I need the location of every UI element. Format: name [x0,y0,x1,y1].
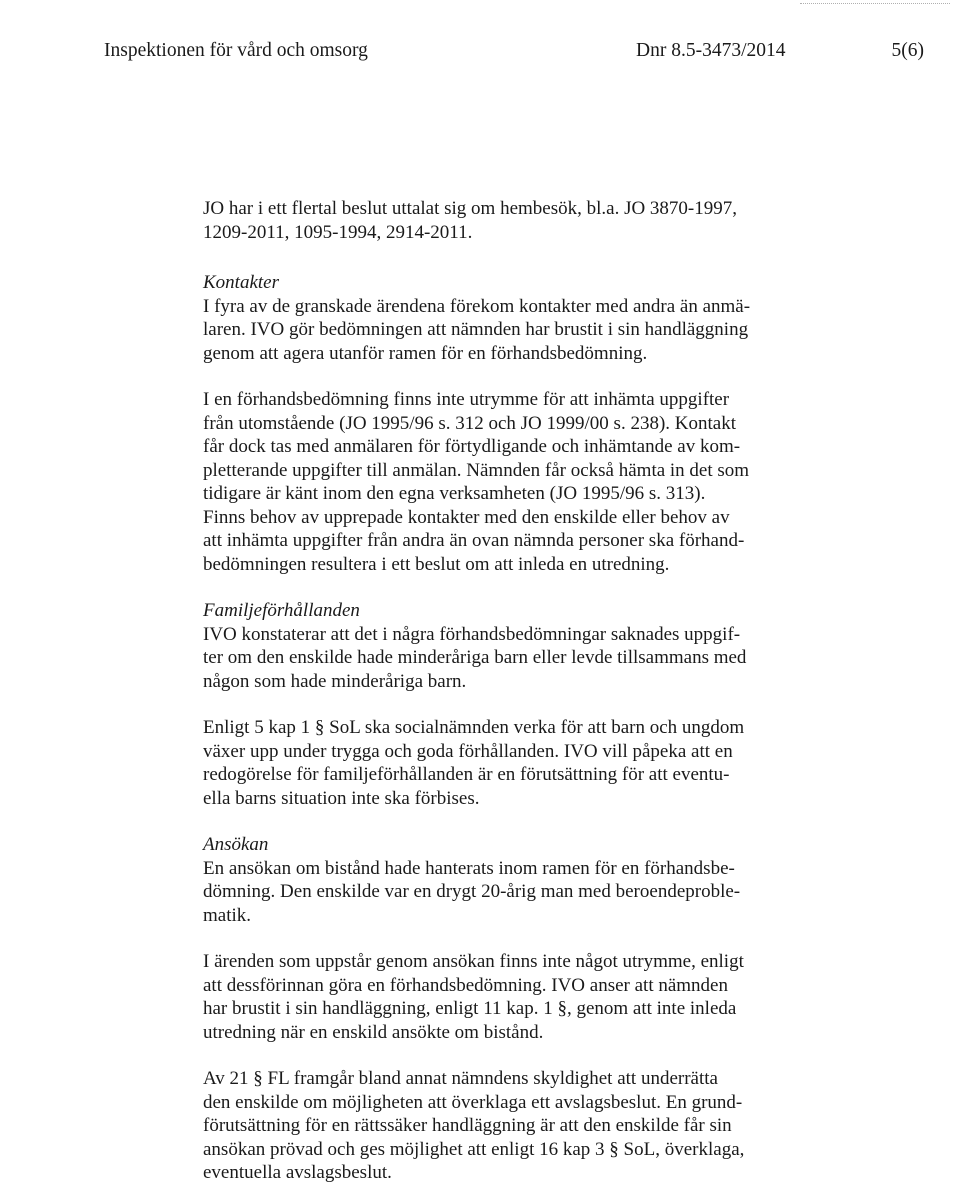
text-line: från utomstående (JO 1995/96 s. 312 och JO 1999/00 s. 238). Kontakt [203,412,736,434]
text-line: redogörelse för familjeförhållanden är en förutsättning för att eventu- [203,764,730,785]
text-line: att dessförinnan göra en förhandsbedömning. IVO anser att nämnden [203,974,728,996]
text-line: har brustit i sin handläggning, enligt 11 kap. 1 §, genom att inte inleda [203,998,737,1019]
text-line: eventuella avslagsbeslut. [203,1162,392,1183]
document-body [203,197,763,1185]
text-line: Av 21 § FL framgår bland annat nämndens skyldighet att underrätta [203,1068,718,1089]
section-heading: Kontakter [203,272,279,293]
paragraph-sol-barn [203,716,763,810]
section-heading: Familjeförhållanden [203,600,360,621]
text-line: laren. IVO gör bedömningen att nämnden har brustit i sin handläggning [203,319,749,340]
text-line: ter om den enskilde hade minderåriga barn eller levde tillsammans med [203,647,747,668]
section-ansokan [203,833,763,927]
text-line: växer upp under trygga och goda förhållanden. IVO vill påpeka att en [203,740,733,762]
text-line: att inhämta uppgifter från andra än ovan nämnda personer ska förhand- [203,530,745,551]
text-line: dömning. Den enskilde var en drygt 20-årig man med beroendeproble- [203,881,741,902]
text-line: I en förhandsbedömning finns inte utrymme för att inhämta uppgifter [203,389,730,410]
text-line: 1209-2011, 1095-1994, 2914-2011. [203,221,473,243]
text-line: I ärenden som uppstår genom ansökan finns inte något utrymme, enligt [203,951,744,972]
page-header [104,38,924,64]
paragraph-fl-overklagande [203,1067,763,1185]
text-line: förutsättning för en rättssäker handläggning är att den enskilde får sin [203,1115,732,1136]
text-line: ansökan prövad och ges möjlighet att enligt 16 kap 3 § SoL, överklaga, [203,1138,745,1160]
text-line: JO har i ett flertal beslut uttalat sig om hembesök, bl.a. JO 3870-1997, [203,198,738,219]
section-kontakter [203,271,763,365]
text-line: matik. [203,904,252,926]
text-line: I fyra av de granskade ärendena förekom kontakter med andra än anmä- [203,295,751,317]
scan-edge-mark [800,3,950,4]
text-line: tidigare är känt inom den egna verksamheten (JO 1995/96 s. 313). [203,483,706,504]
text-line: En ansökan om bistånd hade hanterats inom ramen för en förhandsbe- [203,857,735,879]
text-line: IVO konstaterar att det i några förhandsbedömningar saknades uppgif- [203,623,741,645]
text-line: Finns behov av upprepade kontakter med den enskilde eller behov av [203,506,730,528]
section-familjeforhallanden [203,599,763,693]
text-line: genom att agera utanför ramen för en förhandsbedömning. [203,342,648,364]
paragraph-forhandsbedomning [203,388,763,576]
page-number: 5(6) [891,40,924,61]
text-line: den enskilde om möjligheten att överklaga ett avslagsbeslut. En grund- [203,1091,743,1113]
text-line: bedömningen resultera i ett beslut om att inleda en utredning. [203,553,670,575]
paragraph-arenden-ansokan [203,950,763,1044]
text-line: pletterande uppgifter till anmälan. Nämnden får också hämta in det som [203,459,750,481]
text-line: någon som hade minderåriga barn. [203,670,467,692]
paragraph-jo-hembesok [203,197,763,244]
text-line: får dock tas med anmälaren för förtydligande och inhämtande av kom- [203,436,741,457]
section-heading: Ansökan [203,834,269,855]
text-line: utredning när en enskild ansökte om bistånd. [203,1021,544,1043]
text-line: ella barns situation inte ska förbises. [203,787,480,809]
text-line: Enligt 5 kap 1 § SoL ska socialnämnden verka för att barn och ungdom [203,717,745,738]
organization-name: Inspektionen för vård och omsorg [104,40,368,61]
diarienummer: Dnr 8.5-3473/2014 [636,40,786,61]
